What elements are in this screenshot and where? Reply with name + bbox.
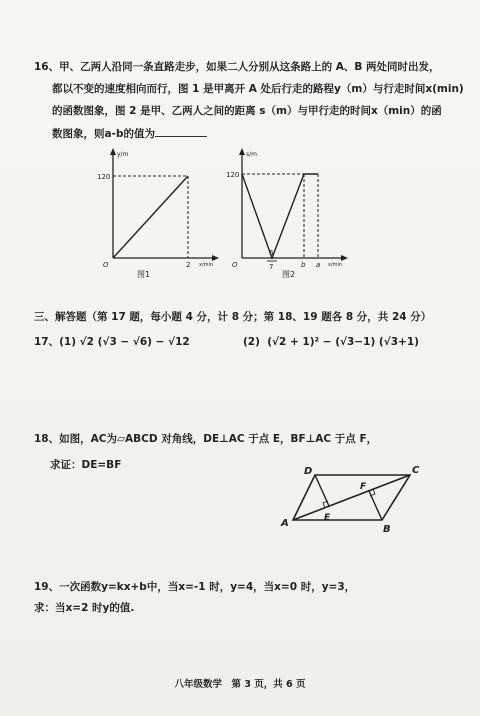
fig1-ytick: 120	[97, 173, 111, 181]
label-d: D	[304, 466, 313, 477]
label-e: E	[324, 513, 331, 523]
fig1-y-arrow	[110, 148, 116, 155]
q16-line2: 都以不变的速度相向而行，图 1 是甲离开 A 处后行走的路程y（m）与行走时间x(min)	[52, 83, 464, 95]
q17-part2-label: (2)	[243, 336, 260, 348]
page-footer: 八年级数学 第 3 页，共 6 页	[174, 679, 306, 690]
fig2-ytick: 120	[226, 171, 240, 179]
fig1-xlabel: x/min	[199, 262, 214, 268]
fig2-tick-a: a	[316, 261, 321, 269]
fig2-tick-b: b	[301, 261, 306, 269]
q17-line	[34, 335, 419, 349]
fig2-ylabel: s/m	[246, 151, 257, 158]
q18-line2: 求证：DE=BF	[50, 459, 122, 471]
fig1-graph-line	[113, 176, 188, 258]
fig2-x-arrow	[341, 255, 348, 261]
fig1-caption: 图1	[137, 270, 151, 279]
fig2-origin: O	[232, 261, 238, 269]
label-a: A	[281, 518, 289, 529]
q16-line3: 的函数图象，图 2 是甲、乙两人之间的距离 s（m）与甲行走的时间x（min）的函	[52, 105, 442, 117]
section3-heading: 三、解答题（第 17 题，每小题 4 分，计 8 分；第 18、19 题各 8 分，共 24 分）	[34, 311, 432, 323]
q18-line1: 18、如图，AC为▱ABCD 对角线，DE⊥AC 于点 E，BF⊥AC 于点 F，	[34, 433, 378, 445]
q16-line1: 16、甲、乙两人沿同一条直路走步，如果二人分别从这条路上的 A、B 两处同时出发，	[34, 61, 440, 73]
figure-1	[95, 146, 225, 281]
fig2-xlabel: x/min	[328, 262, 343, 268]
q19-line2: 求：当x=2 时y的值.	[34, 602, 135, 614]
q17-label: 17、(1)	[34, 336, 77, 348]
q17-part1-expr: √2 (√3 − √6) − √12	[79, 336, 190, 348]
fig2-frac-den: 7	[269, 263, 274, 271]
parallelogram-figure	[278, 460, 428, 536]
fig1-origin: O	[103, 261, 109, 269]
fig1-xtick: 2	[186, 261, 191, 269]
figure-2	[220, 146, 360, 281]
answer-blank	[155, 126, 207, 137]
label-c: C	[412, 465, 420, 476]
fig2-frac-num: 6	[269, 249, 274, 257]
label-f: F	[360, 482, 367, 492]
q16-line4-text: 数图象，则a-b的值为	[52, 128, 155, 140]
fig2-caption: 图2	[282, 270, 296, 279]
q17-part2-expr: (√2 + 1)² − (√3−1) (√3+1)	[263, 336, 419, 348]
label-b: B	[383, 524, 391, 535]
fig2-graph-line	[242, 174, 318, 258]
q16-line4	[52, 126, 207, 141]
fig1-ylabel: y/m	[117, 151, 129, 158]
diagonal-ac	[293, 475, 410, 520]
q19-line1: 19、一次函数y=kx+b中，当x=-1 时，y=4，当x=0 时，y=3，	[34, 581, 356, 593]
fig1-x-arrow	[212, 255, 219, 261]
fig2-y-arrow	[239, 148, 245, 155]
